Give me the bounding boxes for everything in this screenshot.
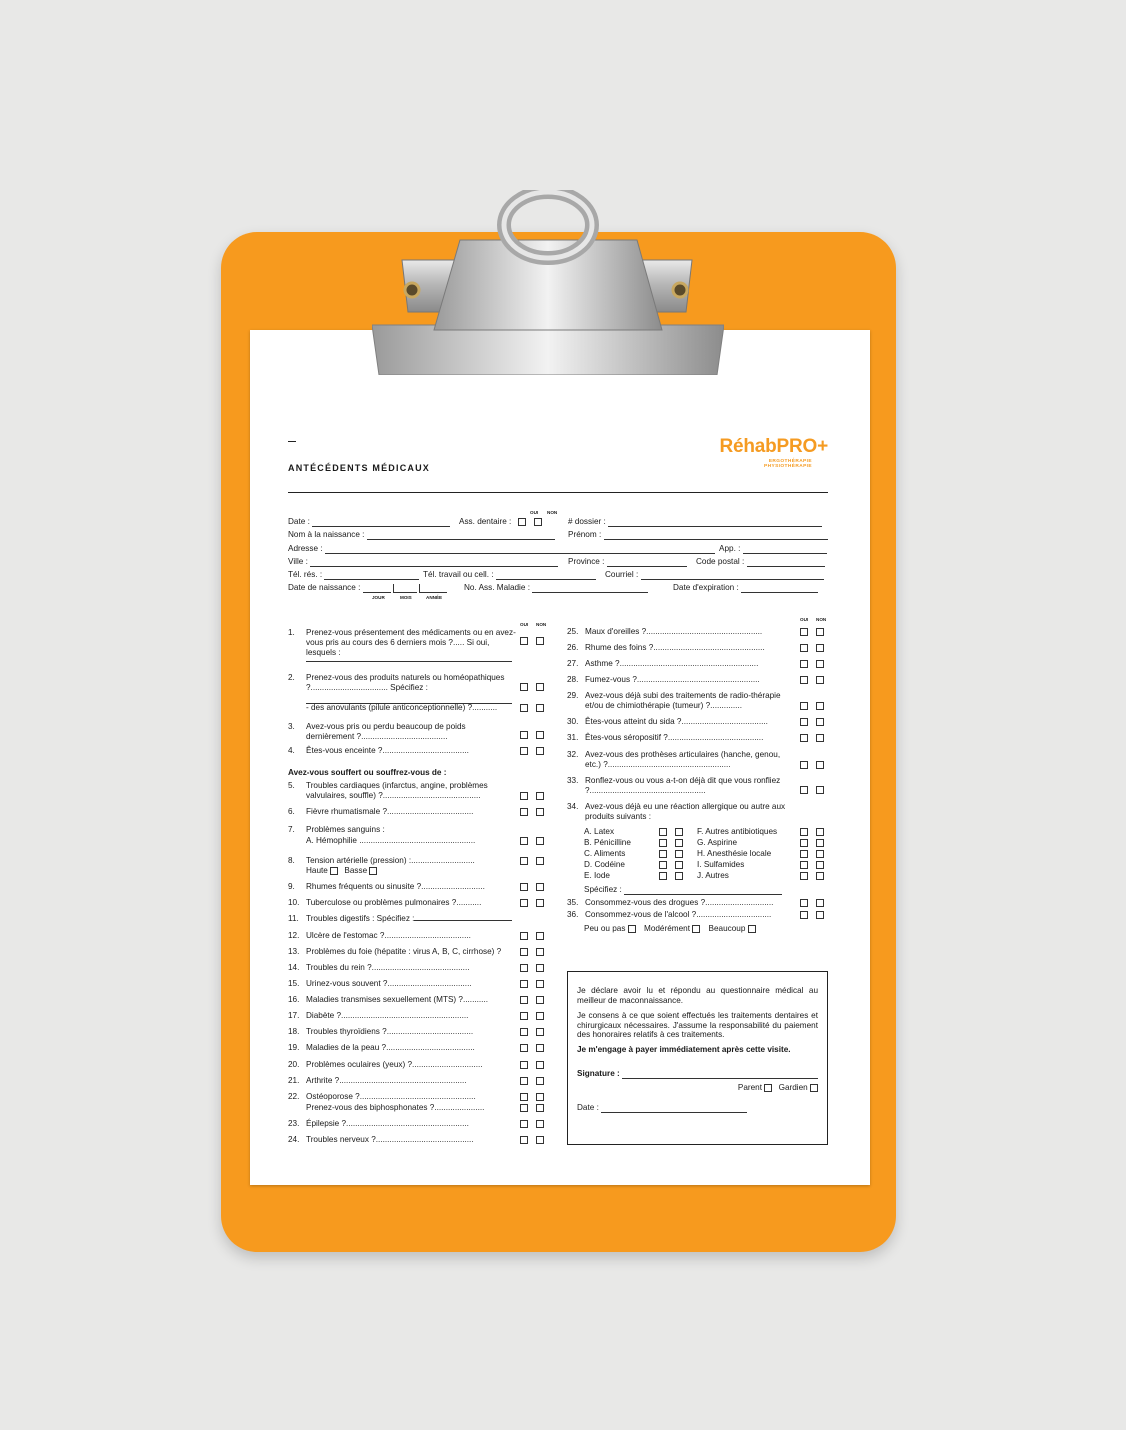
logo-text: RéhabPRO+ [719, 436, 828, 457]
question-text: Êtes-vous atteint du sida ?...................................... [585, 717, 768, 726]
question-text: Fièvre rhumatismale ?...................................... [306, 807, 474, 816]
declaration-p3: Je m'engage à payer immédiatement après cette visite. [577, 1045, 791, 1055]
question-text: Avez-vous des prothèses articulaires (hanche, genou, etc.) ?...................................................... [585, 750, 781, 769]
question-number: 23. [288, 1119, 300, 1128]
question-number: 31. [567, 733, 579, 742]
left-q25-non-checkbox[interactable] [536, 1104, 544, 1112]
left-q24-oui-checkbox[interactable] [520, 1093, 528, 1101]
right-q6-oui-checkbox[interactable] [800, 718, 808, 726]
date-expiration-label: Date d'expiration : [673, 583, 739, 592]
question-number: 19. [288, 1043, 300, 1052]
question-text: Prenez-vous des produits naturels ou homéopathiques ?.................................. Spécifiez : [306, 673, 505, 692]
left-q23-non-checkbox[interactable] [536, 1077, 544, 1085]
ville-field[interactable] [310, 558, 558, 567]
question-number: 21. [288, 1076, 300, 1085]
question-number: 1. [288, 628, 295, 637]
left-q17-oui-checkbox[interactable] [520, 980, 528, 988]
clipboard-clip [372, 190, 724, 375]
allergy-right-4-oui-checkbox[interactable] [800, 861, 808, 869]
left-q1-non-checkbox[interactable] [536, 637, 544, 645]
right-q1-oui-checkbox[interactable] [800, 628, 808, 636]
right-q3-oui-checkbox[interactable] [800, 660, 808, 668]
question-text: Fumez-vous ?...................................................... [585, 675, 760, 684]
question-text: Maladies transmises sexuellement (MTS) ?........... [306, 995, 488, 1004]
right-q8-oui-checkbox[interactable] [800, 761, 808, 769]
allergy-label: D. Codéine [584, 860, 625, 869]
question-number: 3. [288, 722, 295, 731]
question-text: Tuberculose ou problèmes pulmonaires ?........... [306, 898, 482, 907]
left-q6-oui-checkbox[interactable] [520, 792, 528, 800]
left-q25-oui-checkbox[interactable] [520, 1104, 528, 1112]
right-q11-oui-checkbox[interactable] [800, 899, 808, 907]
header-dash [288, 441, 296, 442]
question-text: Troubles du rein ?........................................... [306, 963, 470, 972]
left-q27-non-checkbox[interactable] [536, 1136, 544, 1144]
question-text: Épilepsie ?...................................................... [306, 1119, 469, 1128]
birth-year-field[interactable] [419, 584, 447, 593]
allergy-label: B. Pénicilline [584, 838, 631, 847]
courriel-label: Courriel : [605, 570, 639, 579]
left-q7-oui-checkbox[interactable] [520, 808, 528, 816]
no-ass-maladie-label: No. Ass. Maladie : [464, 583, 530, 592]
question-number: 28. [567, 675, 579, 684]
question-number: 9. [288, 882, 295, 891]
no-ass-maladie-field[interactable] [532, 584, 648, 593]
province-label: Province : [568, 557, 605, 566]
prenom-field[interactable] [604, 531, 828, 540]
left-q9-non-checkbox[interactable] [536, 837, 544, 845]
question-text: Arthrite ?........................................................ [306, 1076, 467, 1085]
allergy-right-1-oui-checkbox[interactable] [800, 828, 808, 836]
question-text: Urinez-vous souvent ?..................................... [306, 979, 472, 988]
left-q27-oui-checkbox[interactable] [520, 1136, 528, 1144]
allergy-left-3-non-checkbox[interactable] [675, 850, 683, 858]
modere-checkbox[interactable] [692, 925, 700, 933]
question-number: 34. [567, 802, 579, 811]
allergy-spec-field[interactable] [624, 886, 782, 895]
left-q3-non-checkbox[interactable] [536, 704, 544, 712]
right-non-header: NON [816, 617, 827, 622]
allergy-label: I. Sulfamides [697, 860, 745, 869]
digestive-spec-line[interactable] [414, 912, 512, 921]
question-text: Diabète ?........................................................ [306, 1011, 469, 1020]
question-number: 16. [288, 995, 300, 1004]
parent-label: Parent [737, 1082, 763, 1092]
left-q18-oui-checkbox[interactable] [520, 996, 528, 1004]
gardien-checkbox[interactable] [810, 1084, 818, 1092]
question-text: Tension artérielle (pression) :............................ [306, 856, 475, 865]
allergy-right-3-oui-checkbox[interactable] [800, 850, 808, 858]
specifiez-label: Spécifiez : [584, 885, 622, 894]
basse-checkbox[interactable] [369, 867, 377, 875]
peu-checkbox[interactable] [628, 925, 636, 933]
question-number: 33. [567, 776, 579, 785]
question-text: Problèmes sanguins : [306, 825, 385, 834]
question-text: Avez-vous pris ou perdu beaucoup de poids dernièrement ?...................................... [306, 722, 466, 741]
ville-label: Ville : [288, 557, 308, 566]
left-q19-oui-checkbox[interactable] [520, 1012, 528, 1020]
left-q14-oui-checkbox[interactable] [520, 932, 528, 940]
left-q24-non-checkbox[interactable] [536, 1093, 544, 1101]
left-q22-oui-checkbox[interactable] [520, 1061, 528, 1069]
tel-travail-field[interactable] [496, 571, 596, 580]
birth-day-field[interactable] [363, 584, 391, 593]
left-q19-non-checkbox[interactable] [536, 1012, 544, 1020]
left-q18-non-checkbox[interactable] [536, 996, 544, 1004]
allergy-right-3-non-checkbox[interactable] [816, 850, 824, 858]
allergy-left-3-oui-checkbox[interactable] [659, 850, 667, 858]
question-number: 12. [288, 931, 300, 940]
declaration-p1: Je déclare avoir lu et répondu au questionnaire médical au meilleur de maconnaissance. [577, 986, 818, 1005]
tel-travail-label: Tél. travail ou cell. : [423, 570, 494, 579]
annee-label: ANNÉE [426, 595, 443, 600]
right-q9-oui-checkbox[interactable] [800, 786, 808, 794]
right-q3-non-checkbox[interactable] [816, 660, 824, 668]
allergy-label: A. Latex [584, 827, 615, 836]
allergy-left-5-oui-checkbox[interactable] [659, 872, 667, 880]
allergy-right-2-non-checkbox[interactable] [816, 839, 824, 847]
ass-dentaire-non-checkbox[interactable] [534, 518, 542, 526]
question-text: Rhumes fréquents ou sinusite ?............................ [306, 882, 485, 891]
right-q4-oui-checkbox[interactable] [800, 676, 808, 684]
left-q9-oui-checkbox[interactable] [520, 837, 528, 845]
logo-subtitle-2: PHYSIOTHÉRAPIE [764, 464, 812, 470]
question-text: Problèmes du foie (hépatite : virus A, B, C, cirrhose) ? [306, 947, 502, 956]
left-q1-oui-checkbox[interactable] [520, 637, 528, 645]
adresse-label: Adresse : [288, 544, 323, 553]
code-postal-label: Code postal : [696, 557, 745, 566]
left-q15-non-checkbox[interactable] [536, 948, 544, 956]
parent-checkbox[interactable] [764, 1084, 772, 1092]
beaucoup-checkbox[interactable] [748, 925, 756, 933]
left-q26-non-checkbox[interactable] [536, 1120, 544, 1128]
question-text: Êtes-vous enceinte ?...................................... [306, 746, 469, 755]
declaration-box [567, 971, 828, 1145]
left-q4-oui-checkbox[interactable] [520, 731, 528, 739]
right-q2-oui-checkbox[interactable] [800, 644, 808, 652]
nom-naissance-field[interactable] [367, 531, 555, 540]
left-q23-oui-checkbox[interactable] [520, 1077, 528, 1085]
left-q12-oui-checkbox[interactable] [520, 899, 528, 907]
question-number: 11. [288, 914, 299, 923]
modere-label: Modérément [644, 924, 690, 933]
allergy-label: G. Aspirine [697, 838, 738, 847]
haute-checkbox[interactable] [330, 867, 338, 875]
left-q16-non-checkbox[interactable] [536, 964, 544, 972]
tel-res-label: Tél. rés. : [288, 570, 323, 579]
right-q5-oui-checkbox[interactable] [800, 702, 808, 710]
question-number: 26. [567, 643, 579, 652]
allergy-label: J. Autres [697, 871, 729, 880]
allergy-label: F. Autres antibiotiques [697, 827, 778, 836]
right-q6-non-checkbox[interactable] [816, 718, 824, 726]
left-oui-header: OUI [520, 622, 529, 627]
question-number: 27. [567, 659, 579, 668]
declaration-date-label: Date : [577, 1102, 599, 1112]
left-q16-oui-checkbox[interactable] [520, 964, 528, 972]
question-text: Consommez-vous de l'alcool ?................................. [585, 910, 772, 919]
logo-subtitle-1: ERGOTHÉRAPIE [768, 458, 812, 464]
birth-month-field[interactable] [393, 584, 417, 593]
section-heading: Avez-vous souffert ou souffrez-vous de : [288, 768, 447, 777]
app-field[interactable] [743, 545, 827, 554]
question-text: Asthme ?............................................................. [585, 659, 759, 668]
left-q12-non-checkbox[interactable] [536, 899, 544, 907]
right-q1-non-checkbox[interactable] [816, 628, 824, 636]
question-number: 14. [288, 963, 300, 972]
jour-label: JOUR [372, 595, 385, 600]
mois-label: MOIS [400, 595, 412, 600]
right-q7-oui-checkbox[interactable] [800, 734, 808, 742]
left-q2-non-checkbox[interactable] [536, 683, 544, 691]
date-naissance-label: Date de naissance : [288, 583, 361, 592]
allergy-left-5-non-checkbox[interactable] [675, 872, 683, 880]
question-number: 13. [288, 947, 300, 956]
date-label: Date : [288, 517, 310, 526]
declaration-date-field[interactable] [601, 1104, 747, 1113]
question-text: Ronflez-vous ou vous a-t-on déjà dit que vous ronfliez ?................................................... [585, 776, 781, 795]
question-text: Êtes-vous séropositif ?.......................................... [585, 733, 764, 742]
question-number: 32. [567, 750, 579, 759]
left-q26-oui-checkbox[interactable] [520, 1120, 528, 1128]
left-q21-non-checkbox[interactable] [536, 1044, 544, 1052]
left-q7-non-checkbox[interactable] [536, 808, 544, 816]
question-text: Ulcère de l'estomac ?...................................... [306, 931, 471, 940]
beaucoup-label: Beaucoup [708, 924, 746, 933]
header-rule [288, 492, 828, 493]
date-expiration-field[interactable] [741, 584, 818, 593]
question-text: Avez-vous déjà subi des traitements de radio-thérapie et/ou de chimiothérapie (tumeur) ?.............. [585, 691, 781, 710]
adresse-field[interactable] [325, 545, 715, 554]
allergy-right-5-non-checkbox[interactable] [816, 872, 824, 880]
prenom-label: Prénom : [568, 530, 602, 539]
dossier-label: # dossier : [568, 517, 606, 526]
left-q10-oui-checkbox[interactable] [520, 857, 528, 865]
question-number: 4. [288, 746, 295, 755]
natural-products-spec-line[interactable] [306, 695, 512, 704]
question-number: 24. [288, 1135, 300, 1144]
allergy-right-4-non-checkbox[interactable] [816, 861, 824, 869]
province-field[interactable] [607, 558, 687, 567]
right-q4-non-checkbox[interactable] [816, 676, 824, 684]
question-number: 30. [567, 717, 579, 726]
question-number: 8. [288, 856, 295, 865]
question-text: Troubles thyroïdiens ?...................................... [306, 1027, 474, 1036]
question-number: 15. [288, 979, 300, 988]
question-text: A. Hémophilie ................................................... [306, 836, 476, 845]
right-q12-oui-checkbox[interactable] [800, 911, 808, 919]
allergy-label: E. Iode [584, 871, 610, 880]
left-q2-oui-checkbox[interactable] [520, 683, 528, 691]
right-q7-non-checkbox[interactable] [816, 734, 824, 742]
allergy-right-2-oui-checkbox[interactable] [800, 839, 808, 847]
question-text: Troubles digestifs : Spécifiez : [306, 914, 415, 923]
question-number: 5. [288, 781, 295, 790]
left-q15-oui-checkbox[interactable] [520, 948, 528, 956]
allergy-label: H. Anesthésie locale [697, 849, 772, 858]
question-number: 2. [288, 673, 295, 682]
gardien-label: Gardien [778, 1082, 808, 1092]
form-title: ANTÉCÉDENTS MÉDICAUX [288, 463, 431, 473]
medical-history-form [250, 330, 870, 1185]
left-q22-non-checkbox[interactable] [536, 1061, 544, 1069]
question-number: 29. [567, 691, 579, 700]
question-text: Prenez-vous présentement des médicaments ou en avez-vous pris au cours des 6 derniers mois ?..... Si oui, lesquels : [306, 628, 516, 657]
peu-label: Peu ou pas [584, 924, 626, 933]
left-q21-oui-checkbox[interactable] [520, 1044, 528, 1052]
question-number: 17. [288, 1011, 300, 1020]
question-text: Troubles nerveux ?........................................... [306, 1135, 474, 1144]
app-label: App. : [719, 544, 741, 553]
dossier-field[interactable] [608, 518, 822, 527]
oui-label: OUI [530, 510, 539, 515]
right-q5-non-checkbox[interactable] [816, 702, 824, 710]
left-non-header: NON [536, 622, 547, 627]
left-q5-oui-checkbox[interactable] [520, 747, 528, 755]
right-q8-non-checkbox[interactable] [816, 761, 824, 769]
question-text: Prenez-vous des biphosphonates ?...................... [306, 1103, 485, 1112]
question-number: 35. [567, 898, 579, 907]
question-number: 6. [288, 807, 295, 816]
allergy-left-4-oui-checkbox[interactable] [659, 861, 667, 869]
question-number: 36. [567, 910, 579, 919]
non-label: NON [547, 510, 558, 515]
allergy-left-4-non-checkbox[interactable] [675, 861, 683, 869]
left-q5-non-checkbox[interactable] [536, 747, 544, 755]
left-q6-non-checkbox[interactable] [536, 792, 544, 800]
left-q14-non-checkbox[interactable] [536, 932, 544, 940]
question-number: 7. [288, 825, 295, 834]
question-text: Rhume des foins ?................................................. [585, 643, 765, 652]
allergy-left-1-non-checkbox[interactable] [675, 828, 683, 836]
question-text: Troubles cardiaques (infarctus, angine, problèmes valvulaires, souffle) ?........................................... [306, 781, 488, 800]
question-text: - des anovulants (pilule anticonceptionnelle) ?........... [306, 703, 498, 712]
medications-list-line[interactable] [306, 653, 512, 662]
allergy-left-2-non-checkbox[interactable] [675, 839, 683, 847]
left-q11-oui-checkbox[interactable] [520, 883, 528, 891]
ass-dentaire-oui-checkbox[interactable] [518, 518, 526, 526]
tel-res-field[interactable] [324, 571, 419, 580]
rehabpro-logo [719, 436, 828, 470]
question-number: 20. [288, 1060, 300, 1069]
allergy-label: C. Aliments [584, 849, 626, 858]
left-q3-oui-checkbox[interactable] [520, 704, 528, 712]
basse-label: Basse [344, 866, 368, 875]
haute-label: Haute [306, 866, 328, 875]
date-field[interactable] [312, 518, 450, 527]
allergy-right-5-oui-checkbox[interactable] [800, 872, 808, 880]
right-q12-non-checkbox[interactable] [816, 911, 824, 919]
question-text: Maux d'oreilles ?................................................... [585, 627, 763, 636]
question-text: Consommez-vous des drogues ?.............................. [585, 898, 774, 907]
allergy-right-1-non-checkbox[interactable] [816, 828, 824, 836]
left-q17-non-checkbox[interactable] [536, 980, 544, 988]
code-postal-field[interactable] [747, 558, 825, 567]
allergy-left-1-oui-checkbox[interactable] [659, 828, 667, 836]
question-text: Maladies de la peau ?....................................... [306, 1043, 475, 1052]
right-oui-header: OUI [800, 617, 809, 622]
left-q10-non-checkbox[interactable] [536, 857, 544, 865]
question-number: 18. [288, 1027, 300, 1036]
right-q11-non-checkbox[interactable] [816, 899, 824, 907]
ass-dentaire-label: Ass. dentaire : [459, 517, 512, 526]
question-number: 25. [567, 627, 579, 636]
signature-label: Signature : [577, 1069, 620, 1079]
right-q2-non-checkbox[interactable] [816, 644, 824, 652]
question-number: 10. [288, 898, 300, 907]
left-q4-non-checkbox[interactable] [536, 731, 544, 739]
courriel-field[interactable] [641, 571, 824, 580]
question-text: Problèmes oculaires (yeux) ?............................... [306, 1060, 483, 1069]
right-q9-non-checkbox[interactable] [816, 786, 824, 794]
question-number: 22. [288, 1092, 300, 1101]
allergy-left-2-oui-checkbox[interactable] [659, 839, 667, 847]
signature-field[interactable] [622, 1070, 818, 1079]
left-q20-oui-checkbox[interactable] [520, 1028, 528, 1036]
question-text: Ostéoporose ?................................................... [306, 1092, 476, 1101]
question-text: Avez-vous déjà eu une réaction allergique ou autre aux produits suivants : [585, 802, 786, 821]
nom-naissance-label: Nom à la naissance : [288, 530, 365, 539]
left-q20-non-checkbox[interactable] [536, 1028, 544, 1036]
left-q11-non-checkbox[interactable] [536, 883, 544, 891]
declaration-p2: Je consens à ce que soient effectués les traitements dentaires et chirurgicaux nécessaires. J'assume la responsabilité du paiement des honoraires relatifs à ces traitements. [577, 1010, 818, 1040]
